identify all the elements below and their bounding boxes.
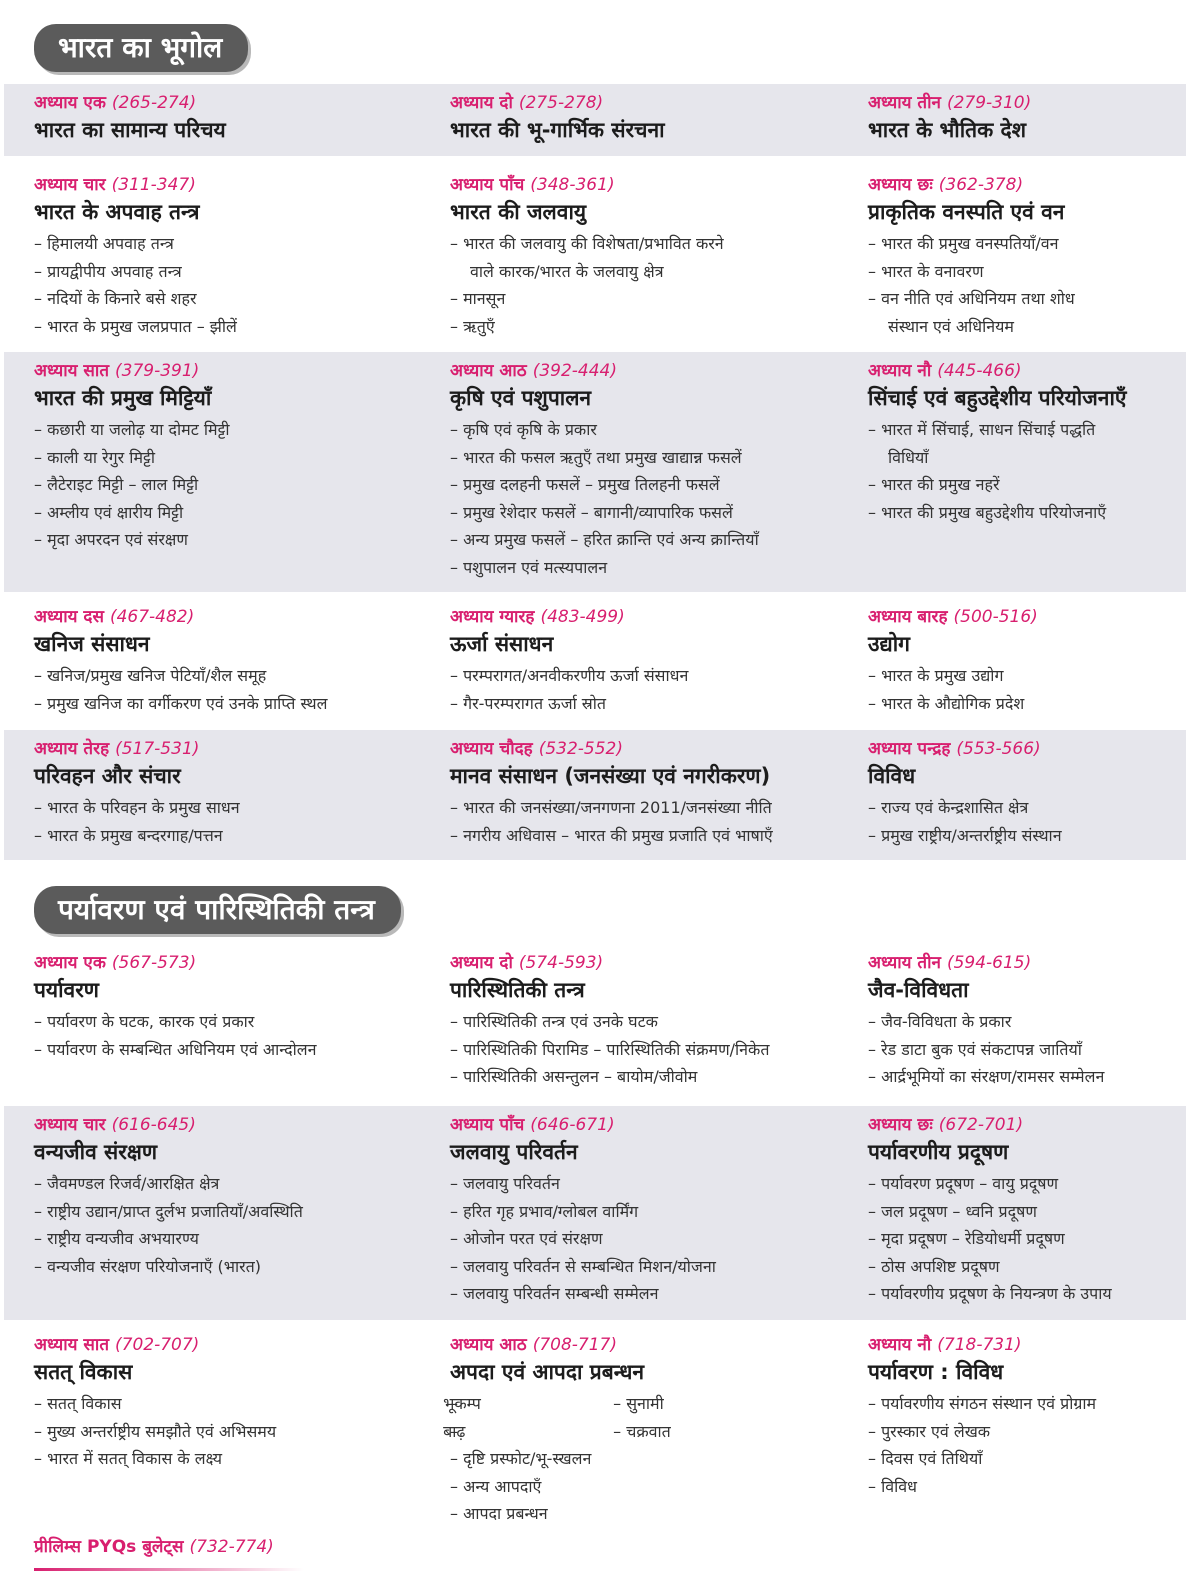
chapter-title: विविध [868, 764, 916, 788]
chapter-label: अध्याय सात [34, 361, 110, 381]
topic-item: – जैवमण्डल रिजर्व/आरक्षित क्षेत्र [34, 1170, 434, 1198]
topic-text: बाढ़ [443, 1421, 466, 1441]
chapter-pages: (616-645) [111, 1115, 196, 1135]
topic-item: – वन नीति एवं अधिनियम तथा शोध [868, 285, 1184, 313]
chapter-label: अध्याय चार [34, 1115, 106, 1135]
topic-list [868, 416, 1184, 526]
topic-item: – काली या रेगुर मिट्टी [34, 444, 434, 472]
topic-item: विधियाँ [888, 447, 929, 467]
topic-item: – पारिस्थितिकी तन्त्र एवं उनके घटक [450, 1008, 864, 1036]
chapter-pages: (532-552) [538, 739, 623, 759]
chapter-label: अध्याय तीन [868, 93, 941, 113]
topic-item: – भारत की फसल ऋतुएँ तथा प्रमुख खाद्यान्न फसलें [450, 444, 864, 472]
chapter-label: अध्याय आठ [450, 1335, 527, 1355]
topic-list [34, 662, 434, 717]
chapter-title: जैव-विविधता [868, 978, 969, 1002]
chapter-entry[interactable] [868, 360, 1184, 526]
chapter-title: भारत की जलवायु [450, 200, 587, 224]
topic-item: – सतत् विकास [34, 1390, 434, 1418]
topic-text: चक्रवात [626, 1421, 671, 1441]
topic-list [34, 1390, 434, 1473]
chapter-title: उद्योग [868, 632, 910, 656]
topic-item: – भारत में सिंचाई, साधन सिंचाई पद्धति [868, 416, 1184, 444]
topic-item: – आपदा प्रबन्धन [450, 1500, 864, 1528]
chapter-title: प्राकृतिक वनस्पति एवं वन [868, 200, 1065, 224]
chapter-pages: (646-671) [530, 1115, 615, 1135]
topic-list [450, 416, 864, 581]
topic-item: – वन्यजीव संरक्षण परियोजनाएँ (भारत) [34, 1253, 434, 1281]
chapter-entry[interactable] [34, 360, 434, 554]
topic-item: – मृदा प्रदूषण – रेडियोधर्मी प्रदूषण [868, 1225, 1184, 1253]
chapter-pages: (467-482) [109, 607, 195, 627]
topic-list [450, 1008, 864, 1091]
topic-item: – ठोस अपशिष्ट प्रदूषण [868, 1253, 1184, 1281]
topic-item: – मानसून [450, 285, 864, 313]
topic-list [443, 1390, 864, 1528]
topic-item: – जलवायु परिवर्तन [450, 1170, 864, 1198]
topic-item: – नगरीय अधिवास – भारत की प्रमुख प्रजाति एवं भाषाएँ [450, 822, 864, 850]
chapter-label: अध्याय एक [34, 93, 106, 113]
chapter-label: अध्याय छः [868, 175, 933, 195]
chapter-title: मानव संसाधन (जनसंख्या एवं नगरीकरण) [450, 764, 771, 788]
chapter-title: भारत का सामान्य परिचय [34, 118, 226, 142]
topic-item: – राष्ट्रीय वन्यजीव अभयारण्य [34, 1225, 434, 1253]
chapter-title: भारत की प्रमुख मिट्टियाँ [34, 386, 212, 410]
topic-list [868, 662, 1184, 717]
chapter-title: सिंचाई एवं बहुउद्देशीय परियोजनाएँ [868, 386, 1127, 410]
chapter-label: अध्याय पाँच [450, 1115, 525, 1135]
chapter-label: अध्याय चौदह [450, 739, 533, 759]
topic-item: – हिमालयी अपवाह तन्त्र [34, 230, 434, 258]
topic-item: – अम्लीय एवं क्षारीय मिट्टी [34, 499, 434, 527]
footer-label: प्रीलिम्स PYQs बुलेट्स [34, 1537, 184, 1557]
footer-underline [34, 1568, 304, 1571]
chapter-row [4, 1326, 1186, 1526]
topic-item: – ओजोन परत एवं संरक्षण [450, 1225, 864, 1253]
chapter-title: पर्यावरणीय प्रदूषण [868, 1140, 1009, 1164]
topic-item: – दृष्टि प्रस्फोट/भू-स्खलन [450, 1445, 864, 1473]
chapter-entry[interactable] [868, 738, 1184, 849]
topic-item: – आर्द्रभूमियों का संरक्षण/रामसर सम्मेलन [868, 1063, 1184, 1091]
chapter-entry[interactable] [868, 92, 1184, 146]
chapter-title: भारत के अपवाह तन्त्र [34, 200, 200, 224]
topic-item: – मृदा अपरदन एवं संरक्षण [34, 526, 434, 554]
topic-item: वाले कारक/भारत के जलवायु क्षेत्र [470, 261, 664, 281]
chapter-label: अध्याय तीन [868, 953, 941, 973]
topic-list [868, 1008, 1184, 1091]
chapter-pages: (574-593) [518, 953, 604, 973]
topic-item: – पशुपालन एवं मत्स्यपालन [450, 554, 864, 582]
chapter-entry[interactable] [450, 952, 864, 1091]
chapter-title: खनिज संसाधन [34, 632, 150, 656]
topic-list [868, 1390, 1184, 1500]
topic-item: – प्रमुख दलहनी फसलें – प्रमुख तिलहनी फसलें [450, 471, 864, 499]
chapter-pages: (279-310) [946, 93, 1032, 113]
topic-item: – प्रमुख रेशेदार फसलें – बागानी/व्यापारिक फसलें [450, 499, 864, 527]
topic-item: – भूकम्प – सुनामी [450, 1390, 864, 1418]
topic-item: – भारत की प्रमुख बहुउद्देशीय परियोजनाएँ [868, 499, 1184, 527]
topic-item: – मुख्य अन्तर्राष्ट्रीय समझौते एवं अभिसमय [34, 1418, 434, 1446]
topic-item: – अन्य प्रमुख फसलें – हरित क्रान्ति एवं अन्य क्रान्तियाँ [450, 526, 864, 554]
chapter-label: अध्याय बारह [868, 607, 948, 627]
chapter-pages: (672-701) [938, 1115, 1024, 1135]
topic-item: – पारिस्थितिकी पिरामिड – पारिस्थितिकी संक्रमण/निकेत [450, 1036, 864, 1064]
topic-item: – बाढ़ – चक्रवात [450, 1418, 864, 1446]
chapter-pages: (311-347) [111, 175, 196, 195]
chapter-pages: (500-516) [953, 607, 1038, 627]
topic-text: भूकम्प [443, 1394, 481, 1413]
topic-list [34, 416, 434, 554]
chapter-title: जलवायु परिवर्तन [450, 1140, 578, 1164]
chapter-title: भारत की भू-गार्भिक संरचना [450, 118, 665, 142]
topic-item: – भारत के परिवहन के प्रमुख साधन [34, 794, 434, 822]
topic-list [450, 230, 864, 340]
topic-item: – गैर-परम्परागत ऊर्जा स्रोत [450, 690, 864, 718]
chapter-entry[interactable] [868, 1114, 1184, 1308]
chapter-row [4, 598, 1186, 724]
topic-item: – हरित गृह प्रभाव/ग्लोबल वार्मिंग [450, 1198, 864, 1226]
chapter-pages: (392-444) [532, 361, 617, 381]
chapter-pages: (348-361) [530, 175, 615, 195]
topic-item: – विविध [868, 1473, 1184, 1501]
topic-item: – कृषि एवं कृषि के प्रकार [450, 416, 864, 444]
topic-list [868, 794, 1184, 849]
topic-item: – लैटेराइट मिट्टी – लाल मिट्टी [34, 471, 434, 499]
topic-item: – राष्ट्रीय उद्यान/प्राप्त दुर्लभ प्रजातियाँ/अवस्थिति [34, 1198, 434, 1226]
topic-item: – दिवस एवं तिथियाँ [868, 1445, 1184, 1473]
topic-item: – ऋतुएँ [450, 313, 864, 341]
chapter-row [4, 730, 1186, 860]
topic-item: – भारत की प्रमुख नहरें [868, 471, 1184, 499]
chapter-label: अध्याय दस [34, 607, 104, 627]
chapter-label: अध्याय छः [868, 1115, 933, 1135]
chapter-label: अध्याय सात [34, 1335, 110, 1355]
topic-item: – प्रायद्वीपीय अपवाह तन्त्र [34, 258, 434, 286]
topic-item: – खनिज/प्रमुख खनिज पेटियाँ/शैल समूह [34, 662, 434, 690]
section-heading-environment: पर्यावरण एवं पारिस्थितिकी तन्त्र [34, 886, 401, 934]
chapter-entry[interactable] [868, 174, 1184, 340]
topic-item: – पर्यावरण प्रदूषण – वायु प्रदूषण [868, 1170, 1184, 1198]
chapter-entry[interactable] [450, 738, 864, 849]
chapter-entry[interactable] [450, 1114, 864, 1308]
chapter-label: अध्याय पाँच [450, 175, 525, 195]
chapter-entry[interactable] [34, 92, 434, 146]
topic-item: – रेड डाटा बुक एवं संकटापन्न जातियाँ [868, 1036, 1184, 1064]
chapter-title: सतत् विकास [34, 1360, 133, 1384]
chapter-entry[interactable] [443, 1334, 864, 1528]
topic-item: – जल प्रदूषण – ध्वनि प्रदूषण [868, 1198, 1184, 1226]
topic-item: – भारत के प्रमुख बन्दरगाह/पत्तन [34, 822, 434, 850]
topic-item: – पर्यावरण के घटक, कारक एवं प्रकार [34, 1008, 434, 1036]
chapter-pages: (379-391) [115, 361, 200, 381]
chapter-pages: (517-531) [115, 739, 200, 759]
topic-item: – भारत के प्रमुख जलप्रपात – झीलें [34, 313, 434, 341]
topic-list [450, 794, 864, 849]
chapter-entry[interactable] [868, 1334, 1184, 1500]
chapter-label: अध्याय आठ [450, 361, 527, 381]
topic-item: – पर्यावरणीय प्रदूषण के नियन्त्रण के उपाय [868, 1280, 1184, 1308]
chapter-entry[interactable] [34, 174, 434, 340]
chapter-label: अध्याय नौ [868, 361, 932, 381]
chapter-pages: (718-731) [937, 1335, 1022, 1355]
chapter-pages: (483-499) [540, 607, 625, 627]
chapter-entry[interactable] [34, 1334, 434, 1473]
topic-item: – भारत के वनावरण [868, 258, 1184, 286]
chapter-pages: (594-615) [946, 953, 1032, 973]
chapter-title: वन्यजीव संरक्षण [34, 1140, 158, 1164]
topic-item: – भारत की प्रमुख वनस्पतियाँ/वन [868, 230, 1184, 258]
prelims-bullets-entry[interactable] [34, 1534, 274, 1557]
chapter-entry[interactable] [450, 174, 864, 340]
chapter-entry[interactable] [34, 606, 434, 717]
chapter-label: अध्याय ग्यारह [450, 607, 535, 627]
chapter-pages: (567-573) [111, 953, 197, 973]
chapter-label: अध्याय नौ [868, 1335, 932, 1355]
topic-list [450, 662, 864, 717]
topic-item: – जलवायु परिवर्तन से सम्बन्धित मिशन/योजना [450, 1253, 864, 1281]
topic-list [34, 1008, 434, 1063]
footer-pages: (732-774) [189, 1537, 274, 1557]
topic-item: – नदियों के किनारे बसे शहर [34, 285, 434, 313]
chapter-pages: (553-566) [956, 739, 1041, 759]
chapter-title: पर्यावरण [34, 978, 99, 1002]
chapter-title: ऊर्जा संसाधन [450, 632, 554, 656]
chapter-entry[interactable] [868, 606, 1184, 717]
chapter-pages: (702-707) [115, 1335, 200, 1355]
topic-item: – भारत की जलवायु की विशेषता/प्रभावित करने [450, 230, 864, 258]
chapter-entry[interactable] [34, 952, 434, 1063]
chapter-row [4, 1106, 1186, 1320]
topic-item: – पर्यावरण के सम्बन्धित अधिनियम एवं आन्दोलन [34, 1036, 434, 1064]
chapter-label: अध्याय तेरह [34, 739, 110, 759]
topic-list [34, 794, 434, 849]
chapter-pages: (275-278) [518, 93, 604, 113]
chapter-title: पारिस्थितिकी तन्त्र [450, 978, 585, 1002]
chapter-label: अध्याय दो [450, 953, 513, 973]
chapter-row [4, 166, 1186, 346]
chapter-title: कृषि एवं पशुपालन [450, 386, 592, 410]
chapter-entry[interactable] [450, 360, 864, 581]
chapter-pages: (265-274) [111, 93, 197, 113]
chapter-title: अपदा एवं आपदा प्रबन्धन [450, 1360, 645, 1384]
chapter-entry[interactable] [34, 738, 434, 849]
topic-text: सुनामी [626, 1394, 664, 1413]
chapter-pages: (445-466) [937, 361, 1022, 381]
topic-item: – प्रमुख राष्ट्रीय/अन्तर्राष्ट्रीय संस्थान [868, 822, 1184, 850]
chapter-label: अध्याय चार [34, 175, 106, 195]
topic-item: – भारत में सतत् विकास के लक्ष्य [34, 1445, 434, 1473]
topic-item: संस्थान एवं अधिनियम [888, 316, 1014, 336]
topic-item: – पर्यावरणीय संगठन संस्थान एवं प्रोग्राम [868, 1390, 1184, 1418]
chapter-label: अध्याय एक [34, 953, 106, 973]
topic-list [868, 1170, 1184, 1308]
topic-list [34, 230, 434, 340]
topic-item: – कछारी या जलोढ़ या दोमट मिट्टी [34, 416, 434, 444]
chapter-entry[interactable] [34, 1114, 434, 1280]
chapter-entry[interactable] [450, 606, 864, 717]
topic-item: – पुरस्कार एवं लेखक [868, 1418, 1184, 1446]
chapter-row [4, 352, 1186, 592]
topic-item: – भारत के औद्योगिक प्रदेश [868, 690, 1184, 718]
chapter-row [4, 84, 1186, 156]
topic-item: – जैव-विविधता के प्रकार [868, 1008, 1184, 1036]
chapter-title: भारत के भौतिक देश [868, 118, 1026, 142]
topic-item: – अन्य आपदाएँ [450, 1473, 864, 1501]
topic-item: – भारत के प्रमुख उद्योग [868, 662, 1184, 690]
section-heading-geography: भारत का भूगोल [34, 24, 248, 72]
chapter-pages: (362-378) [938, 175, 1024, 195]
chapter-row [4, 944, 1186, 1100]
topic-item: – परम्परागत/अनवीकरणीय ऊर्जा संसाधन [450, 662, 864, 690]
topic-item: – पारिस्थितिकी असन्तुलन – बायोम/जीवोम [450, 1063, 864, 1091]
topic-list [450, 1170, 864, 1308]
chapter-pages: (708-717) [532, 1335, 617, 1355]
topic-item: – प्रमुख खनिज का वर्गीकरण एवं उनके प्राप्ति स्थल [34, 690, 434, 718]
chapter-label: अध्याय पन्द्रह [868, 739, 951, 759]
chapter-title: परिवहन और संचार [34, 764, 181, 788]
chapter-title: पर्यावरण : विविध [868, 1360, 1004, 1384]
topic-item: – जलवायु परिवर्तन सम्बन्धी सम्मेलन [450, 1280, 864, 1308]
topic-item: – भारत की जनसंख्या/जनगणना 2011/जनसंख्या नीति [450, 794, 864, 822]
topic-list [34, 1170, 434, 1280]
chapter-entry[interactable] [450, 92, 864, 146]
chapter-label: अध्याय दो [450, 93, 513, 113]
topic-list [868, 230, 1184, 340]
topic-item: – राज्य एवं केन्द्रशासित क्षेत्र [868, 794, 1184, 822]
chapter-entry[interactable] [868, 952, 1184, 1091]
